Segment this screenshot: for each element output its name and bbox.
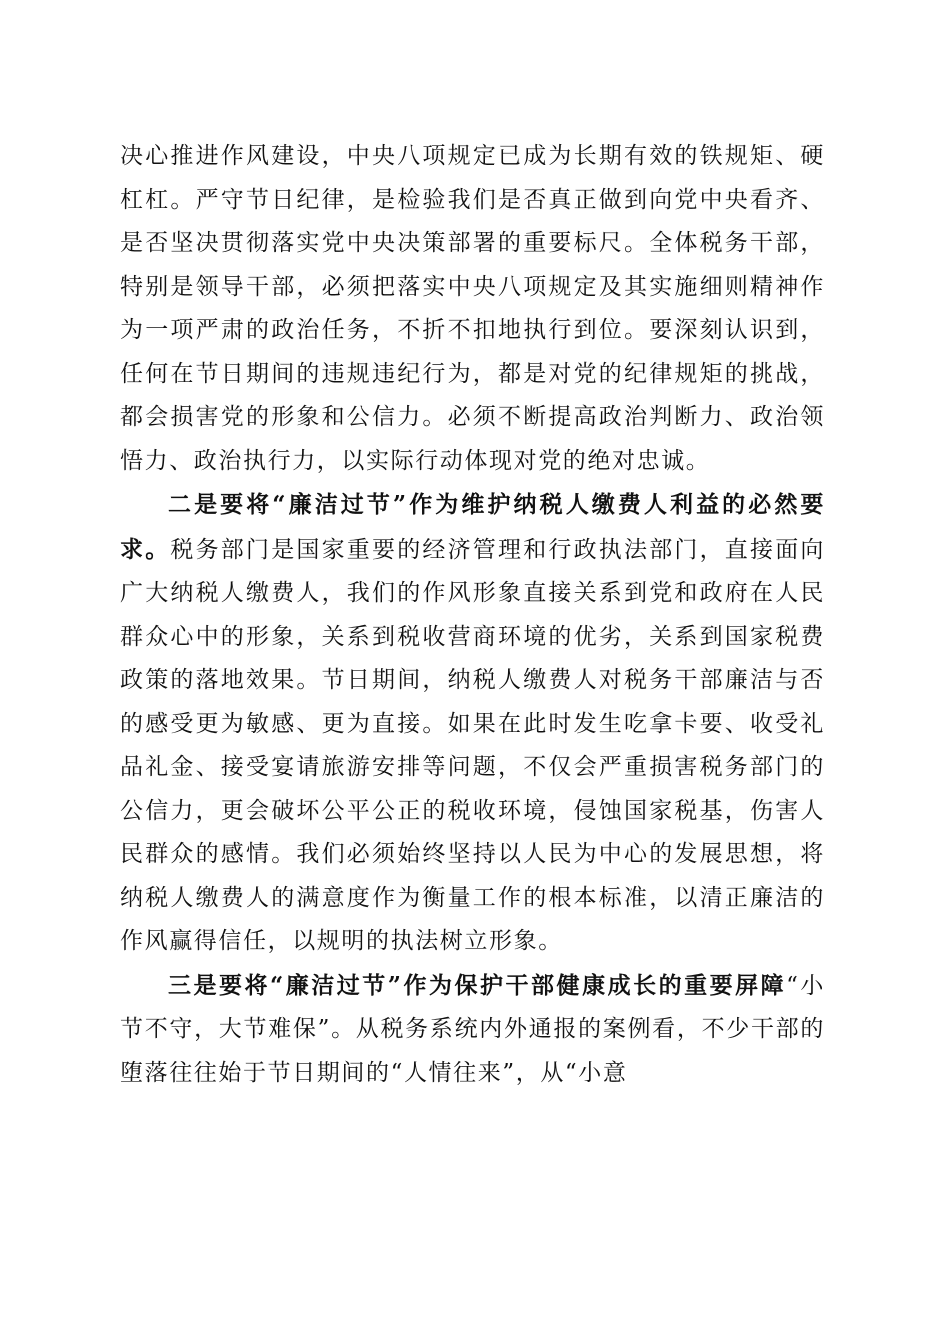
- paragraph-1-text: 决心推进作风建设，中央八项规定已成为长期有效的铁规矩、硬杠杠。严守节日纪律，是检验我们是否真正做到向党中央看齐、是否坚决贯彻落实党中央决策部署的重要标尺。全体税务干部，特别是领导干部，必须把落实中央八项规定及其实施细则精神作为一项严肃的政治任务，不折不扣地执行到位。要深刻认识到，任何在节日期间的违规违纪行为，都是对党的纪律规矩的挑战，都会损害党的形象和公信力。必须不断提高政治判断力、政治领悟力、政治执行力，以实际行动体现对党的绝对忠诚。: [120, 143, 825, 474]
- paragraph-1: [120, 135, 825, 483]
- paragraph-3-lead: 三是要将“廉洁过节”作为保护干部健康成长的重要屏障: [168, 971, 787, 999]
- paragraph-3: [120, 964, 825, 1096]
- paragraph-3-text: “小节不守，大节难保”。从税务系统内外通报的案例看，不少干部的堕落往往始于节日期间的“人情往来”，从“小意: [120, 972, 825, 1086]
- paragraph-2: [120, 483, 825, 964]
- paragraph-2-text: 税务部门是国家重要的经济管理和行政执法部门，直接面向广大纳税人缴费人，我们的作风形象直接关系到党和政府在人民群众心中的形象，关系到税收营商环境的优劣，关系到国家税费政策的落地效果。节日期间，纳税人缴费人对税务干部廉洁与否的感受更为敏感、更为直接。如果在此时发生吃拿卡要、收受礼品礼金、接受宴请旅游安排等问题，不仅会严重损害税务部门的公信力，更会破坏公平公正的税收环境，侵蚀国家税基，伤害人民群众的感情。我们必须始终坚持以人民为中心的发展思想，将纳税人缴费人的满意度作为衡量工作的根本标准，以清正廉洁的作风赢得信任，以规明的执法树立形象。: [120, 536, 825, 954]
- document-body: [120, 135, 825, 1095]
- paragraph-2-lead: 二是要将“廉洁过节”作为维护纳税人缴费人利益的必然要求。: [120, 491, 825, 563]
